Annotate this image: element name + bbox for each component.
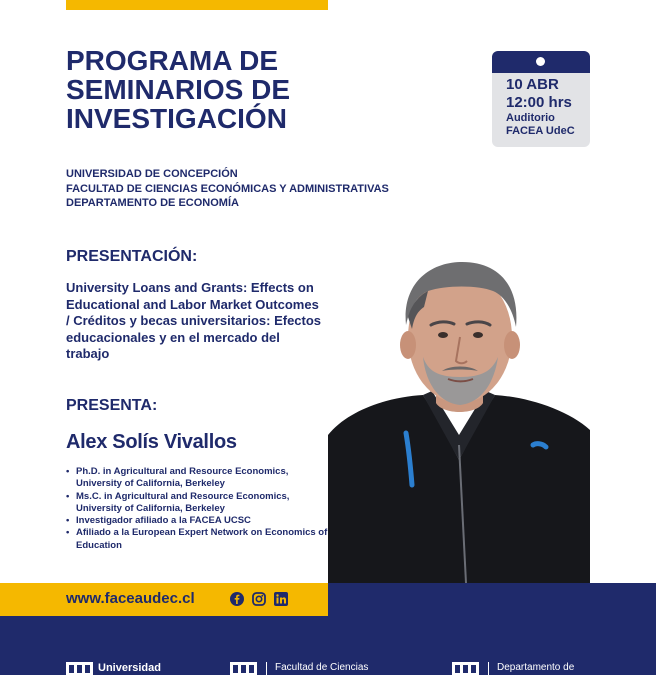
linkedin-icon[interactable]: [274, 592, 288, 606]
instagram-icon[interactable]: [252, 592, 266, 606]
footer-navy-extension: [328, 583, 656, 616]
logo-department-text: Departamento de: [497, 662, 575, 673]
page-title: [66, 46, 366, 133]
logo-university-text: Universidad: [98, 662, 161, 674]
logo-separator: [266, 662, 267, 682]
website-bar: [0, 583, 328, 616]
institution-line: FACULTAD DE CIENCIAS ECONÓMICAS Y ADMINISTRATIVAS: [66, 182, 389, 195]
credential-item: • Investigador afiliado a la FACEA UCSC: [66, 515, 336, 527]
event-date: 10 ABR: [506, 76, 559, 93]
credential-item: • Ph.D. in Agricultural and Resource Economics, University of California, Berkeley: [66, 466, 336, 491]
faculty-crest-icon: [230, 662, 257, 676]
presentation-title: University Loans and Grants: Effects on Educational and Labor Market Outcomes / Créditos y becas universitarios: Efectos educacionales y en el mercado del trabajo: [66, 280, 322, 361]
institution-block: [66, 167, 389, 211]
calendar-header: [492, 51, 590, 73]
credential-item: • Afiliado a la European Expert Network on Economics of Education: [66, 527, 336, 552]
calendar-ring-icon: [536, 57, 545, 66]
presenter-name: Alex Solís Vivallos: [66, 431, 237, 453]
footer-logos-bar: [0, 616, 656, 675]
presentation-heading: PRESENTACIÓN:: [66, 248, 198, 265]
title-line: PROGRAMA DE: [66, 45, 279, 76]
calendar-body: [492, 73, 590, 147]
title-line: SEMINARIOS DE: [66, 74, 291, 105]
event-calendar-card: [492, 51, 590, 147]
department-crest-icon: [452, 662, 479, 676]
facebook-icon[interactable]: [230, 592, 244, 606]
top-accent-bar: [66, 0, 328, 10]
credential-item: • Ms.C. in Agricultural and Resource Economics, University of California, Berkeley: [66, 491, 336, 516]
logo-separator: [488, 662, 489, 682]
title-line: INVESTIGACIÓN: [66, 103, 287, 134]
event-time: 12:00 hrs: [506, 94, 572, 111]
event-place: Auditorio: [506, 112, 555, 124]
presenter-credentials: [66, 466, 336, 552]
logo-faculty-text: Facultad de Ciencias: [275, 662, 369, 673]
presenter-portrait-illustration: [328, 245, 590, 583]
institution-line: UNIVERSIDAD DE CONCEPCIÓN: [66, 168, 238, 180]
institution-line: DEPARTAMENTO DE ECONOMÍA: [66, 197, 239, 209]
presenter-photo: [328, 245, 590, 583]
presenter-heading: PRESENTA:: [66, 397, 158, 414]
website-link[interactable]: www.faceaudec.cl: [66, 590, 195, 607]
university-crest-icon: [66, 662, 93, 676]
event-place: FACEA UdeC: [506, 125, 575, 137]
